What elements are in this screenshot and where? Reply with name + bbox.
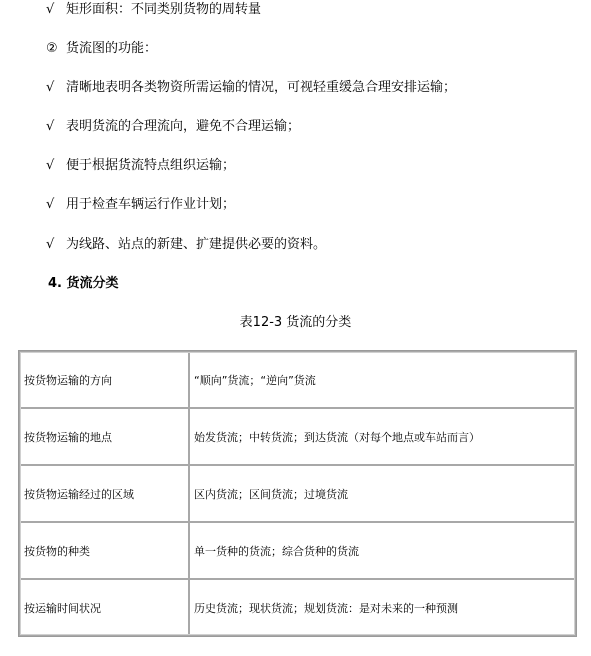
bullet-text: 矩形面积：不同类别货物的周转量 [66,2,262,17]
check-mark-icon: √ [46,119,55,134]
function-title [46,41,157,57]
circled-number-icon: ② [46,41,58,56]
function-item-3 [46,158,235,174]
types-cell: 历史货流；现状货流；规划货流：是对未来的一种预测 [189,579,576,636]
check-mark-icon: √ [46,158,55,173]
types-cell: 单一货种的货流；综合货种的货流 [189,522,576,579]
category-cell: 按货物运输的地点 [19,408,189,465]
section-heading: 4. 货流分类 [48,276,119,291]
function-item-text: 便于根据货流特点组织运输； [66,158,236,173]
types-cell: 区内货流；区间货流；过境货流 [189,465,576,522]
category-cell: 按货物运输经过的区域 [19,465,189,522]
category-cell: 按运输时间状况 [19,579,189,636]
check-mark-icon: √ [46,2,55,17]
function-item-text: 为线路、站点的新建、扩建提供必要的资料。 [66,237,327,252]
bullet-line-1 [46,2,261,18]
function-item-4 [46,197,235,213]
function-item-1 [46,80,456,96]
table-row [19,465,576,522]
check-mark-icon: √ [46,237,55,252]
table-row [19,579,576,636]
function-item-text: 清晰地表明各类物资所需运输的情况，可视轻重缓急合理安排运输； [66,80,457,95]
types-cell: “顺向”货流；“逆向”货流 [189,351,576,408]
table-caption: 表12-3 货流的分类 [239,315,352,330]
flow-classification-table [18,350,577,637]
table-row [19,351,576,408]
check-mark-icon: √ [46,197,55,212]
check-mark-icon: √ [46,80,55,95]
category-cell: 按货物的种类 [19,522,189,579]
function-item-2 [46,119,300,135]
types-cell: 始发货流；中转货流；到达货流（对每个地点或车站而言） [189,408,576,465]
table-row [19,408,576,465]
function-item-text: 用于检查车辆运行作业计划； [66,197,236,212]
function-title-text: 货流图的功能： [66,41,158,56]
table-row [19,522,576,579]
function-item-text: 表明货流的合理流向，避免不合理运输； [66,119,301,134]
function-item-5 [46,237,326,253]
category-cell: 按货物运输的方向 [19,351,189,408]
